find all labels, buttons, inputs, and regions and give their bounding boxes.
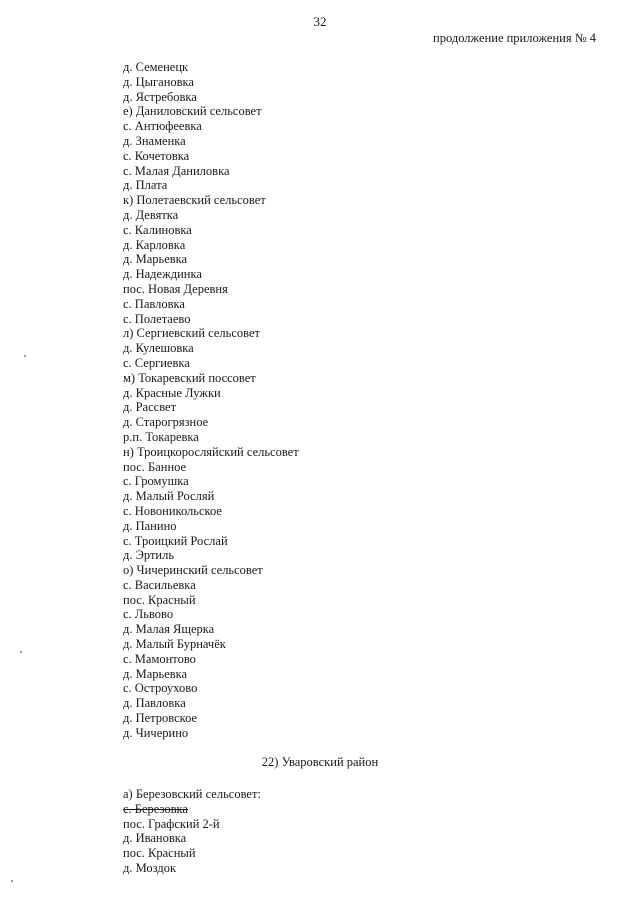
section-heading: 22) Уваровский район (261, 755, 379, 769)
list-item: с. Сергиевка (123, 355, 190, 370)
list-item: с. Малая Даниловка (123, 163, 230, 178)
list-item: с. Полетаево (123, 311, 191, 326)
list-item: д. Семенецк (123, 60, 189, 74)
list-item: д. Знаменка (123, 133, 186, 148)
list-item: с. Львово (123, 607, 174, 622)
list-item: д. Павловка (123, 696, 186, 711)
list-item: д. Малый Росляй (123, 489, 215, 504)
list-item: д. Ивановка (123, 831, 187, 846)
scan-speck (24, 355, 26, 357)
list-item: с. Остроухово (123, 681, 198, 696)
list-item: д. Малый Бурначёк (123, 637, 226, 652)
list-item: д. Эртиль (123, 548, 175, 563)
list-item: л) Сергиевский сельсовет (123, 326, 260, 341)
list-item: пос. Красный (123, 592, 196, 607)
list-item: с. Антюфеевка (123, 119, 202, 134)
list-item: д. Марьевка (123, 252, 188, 267)
list-item: д. Марьевка (123, 666, 188, 681)
list-item: с. Кочетовка (123, 148, 190, 163)
list-item-struck: с. Березовка (123, 801, 188, 816)
list-item: д. Кулешовка (123, 341, 194, 356)
list-item: д. Карловка (123, 237, 186, 252)
list-item: с. Громушка (123, 474, 189, 489)
list-item: д. Девятка (123, 207, 179, 222)
list-item: д. Чичерино (123, 725, 189, 740)
list-item: пос. Банное (123, 459, 187, 474)
list-item: пос. Новая Деревня (123, 281, 228, 296)
settlement-list-1 (123, 60, 299, 741)
list-item: е) Даниловский сельсовет (123, 104, 262, 119)
list-item: д. Моздок (123, 860, 177, 875)
list-item: с. Новоникольское (123, 503, 222, 518)
list-item: н) Троицкоросляйский сельсовет (123, 444, 299, 459)
list-item: д. Петровское (123, 711, 198, 726)
list-item: д. Надеждинка (123, 267, 202, 282)
continuation-note: продолжение приложения № 4 (433, 31, 596, 45)
list-item: с. Мамонтово (123, 651, 196, 666)
list-item: с. Павловка (123, 296, 185, 311)
list-item: д. Ястребовка (123, 89, 197, 104)
list-item: с. Калиновка (123, 222, 192, 237)
list-item: д. Старогрязное (123, 415, 209, 430)
scan-speck (11, 880, 13, 882)
list-item: о) Чичеринский сельсовет (123, 563, 263, 578)
list-item: с. Васильевка (123, 577, 196, 592)
list-item: м) Токаревский поссовет (123, 370, 256, 385)
list-item: д. Малая Ящерка (123, 622, 215, 637)
list-item: с. Троицкий Рослай (123, 533, 228, 548)
list-item: а) Березовский сельсовет: (123, 787, 261, 801)
list-item: д. Цыгановка (123, 74, 194, 89)
list-item: д. Панино (123, 518, 177, 533)
settlement-list-2 (123, 787, 261, 876)
list-item: пос. Графский 2-й (123, 816, 220, 831)
page-number: 32 (313, 14, 327, 29)
list-item: р.п. Токаревка (123, 429, 199, 444)
list-item: д. Красные Лужки (123, 385, 221, 400)
list-item: к) Полетаевский сельсовет (123, 193, 266, 208)
list-item: д. Плата (123, 178, 168, 193)
scan-speck (20, 651, 22, 653)
list-item: д. Рассвет (123, 400, 177, 415)
list-item: пос. Красный (123, 846, 196, 861)
